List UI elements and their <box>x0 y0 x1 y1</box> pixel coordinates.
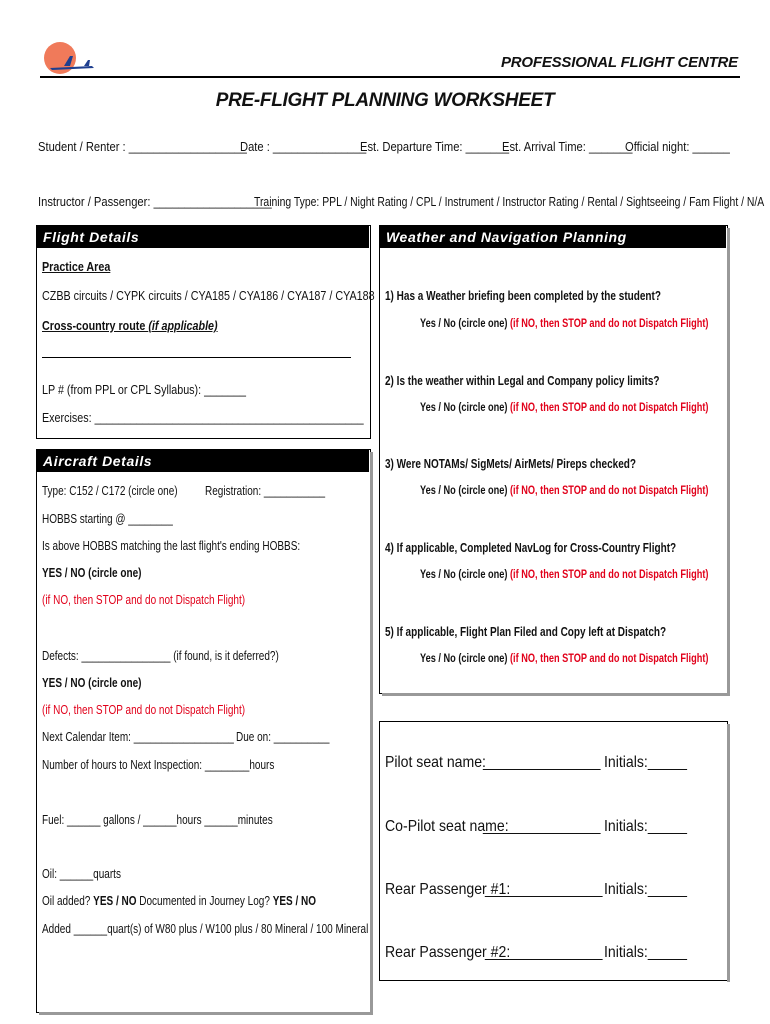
hobbs-match-question: Is above HOBBS matching the last flight's ending HOBBS: <box>42 539 301 553</box>
pilot-seat-line[interactable]: _______________ <box>483 754 601 771</box>
rear-passenger-2-label: Rear Passenger #2: <box>385 944 511 961</box>
registration-field[interactable]: Registration: ___________ <box>205 484 326 498</box>
weather-answer-1[interactable]: Yes / No (circle one) (if NO, then STOP and do not Dispatch Flight) <box>420 318 709 330</box>
flight-details-heading: Flight Details <box>37 226 369 248</box>
weather-heading: Weather and Navigation Planning <box>380 226 726 248</box>
oil-added-row[interactable]: Oil added? YES / NO Documented in Journey Log? YES / NO <box>42 894 317 908</box>
copilot-initials-field[interactable]: Initials:_____ <box>604 818 687 835</box>
defects-field[interactable]: Defects: ________________ (if found, is it deferred?) <box>42 649 279 663</box>
hobbs-stop-warning: (if NO, then STOP and do not Dispatch Flight) <box>42 593 246 607</box>
crosscountry-line[interactable] <box>42 357 351 358</box>
official-night-field[interactable]: Official night: ______ <box>625 139 730 154</box>
weather-question-4: 4) If applicable, Completed NavLog for Cross-Country Flight? <box>385 541 677 555</box>
pilot-seat-label: Pilot seat name: <box>385 754 486 771</box>
hobbs-yes-no[interactable]: YES / NO (circle one) <box>42 566 142 580</box>
rear-passenger-2-initials-field[interactable]: Initials:_____ <box>604 944 687 961</box>
rear-passenger-1-initials-field[interactable]: Initials:_____ <box>604 881 687 898</box>
student-field[interactable]: Student / Renter : ___________________ <box>38 139 247 154</box>
aircraft-type-field[interactable]: Type: C152 / C172 (circle one) <box>42 484 178 498</box>
box-shadow <box>727 228 730 695</box>
aircraft-details-heading: Aircraft Details <box>37 450 369 472</box>
weather-answer-4[interactable]: Yes / No (circle one) (if NO, then STOP and do not Dispatch Flight) <box>420 569 709 581</box>
hours-to-inspection-field[interactable]: Number of hours to Next Inspection: ________hours <box>42 758 275 772</box>
company-logo <box>40 38 98 76</box>
weather-question-2: 2) Is the weather within Legal and Company policy limits? <box>385 374 660 388</box>
date-field[interactable]: Date : _______________ <box>240 139 367 154</box>
practice-area-label: Practice Area <box>42 260 111 274</box>
weather-answer-2[interactable]: Yes / No (circle one) (if NO, then STOP and do not Dispatch Flight) <box>420 402 709 414</box>
weather-answer-3[interactable]: Yes / No (circle one) (if NO, then STOP and do not Dispatch Flight) <box>420 485 709 497</box>
exercises-field[interactable]: Exercises: _____________________________________________ <box>42 411 364 425</box>
lp-field[interactable]: LP # (from PPL or CPL Syllabus): _______ <box>42 383 246 397</box>
header-divider <box>40 76 740 78</box>
page-title: PRE-FLIGHT PLANNING WORKSHEET <box>215 90 555 111</box>
box-shadow-bottom <box>382 693 730 696</box>
arrival-time-field[interactable]: Est. Arrival Time: _______ <box>502 139 633 154</box>
weather-question-1: 1) Has a Weather briefing been completed by the student? <box>385 289 661 303</box>
hobbs-field[interactable]: HOBBS starting @ ________ <box>42 512 173 526</box>
due-on-field[interactable]: Due on: __________ <box>236 730 330 744</box>
box-shadow <box>370 452 373 1014</box>
oil-added-quarts-field[interactable]: Added ______quart(s) of W80 plus / W100 plus / 80 Mineral / 100 Mineral <box>42 922 369 936</box>
circuits-options[interactable]: CZBB circuits / CYPK circuits / CYA185 / CYA186 / CYA187 / CYA188 <box>42 289 375 303</box>
rear-passenger-2-line[interactable]: _______________ <box>485 944 603 961</box>
departure-time-field[interactable]: Est. Departure Time: _______ <box>360 139 510 154</box>
box-shadow <box>727 724 730 982</box>
rear-passenger-1-line[interactable]: _______________ <box>485 881 603 898</box>
weather-question-5: 5) If applicable, Flight Plan Filed and Copy left at Dispatch? <box>385 625 667 639</box>
defects-stop-warning: (if NO, then STOP and do not Dispatch Flight) <box>42 703 246 717</box>
pilot-initials-field[interactable]: Initials:_____ <box>604 754 687 771</box>
oil-field[interactable]: Oil: ______quarts <box>42 867 121 881</box>
company-name: PROFESSIONAL FLIGHT CENTRE <box>500 54 738 71</box>
copilot-seat-line[interactable]: _______________ <box>483 818 601 835</box>
instructor-field[interactable]: Instructor / Passenger: ___________________ <box>38 194 272 209</box>
training-type-field[interactable]: Training Type: PPL / Night Rating / CPL / Instrument / Instructor Rating / Rental / Sightseeing / Fam Flight / N/A <box>254 194 765 209</box>
box-shadow-bottom <box>39 1012 373 1015</box>
copilot-seat-label: Co-Pilot seat name: <box>385 818 509 835</box>
defects-yes-no[interactable]: YES / NO (circle one) <box>42 676 142 690</box>
rear-passenger-1-label: Rear Passenger #1: <box>385 881 511 898</box>
weather-answer-5[interactable]: Yes / No (circle one) (if NO, then STOP and do not Dispatch Flight) <box>420 653 709 665</box>
crosscountry-label: Cross-country route (if applicable) <box>42 319 218 333</box>
fuel-field[interactable]: Fuel: ______ gallons / ______hours ______minutes <box>42 813 273 827</box>
next-calendar-field[interactable]: Next Calendar Item: __________________ <box>42 730 234 744</box>
weather-question-3: 3) Were NOTAMs/ SigMets/ AirMets/ Pireps checked? <box>385 457 636 471</box>
